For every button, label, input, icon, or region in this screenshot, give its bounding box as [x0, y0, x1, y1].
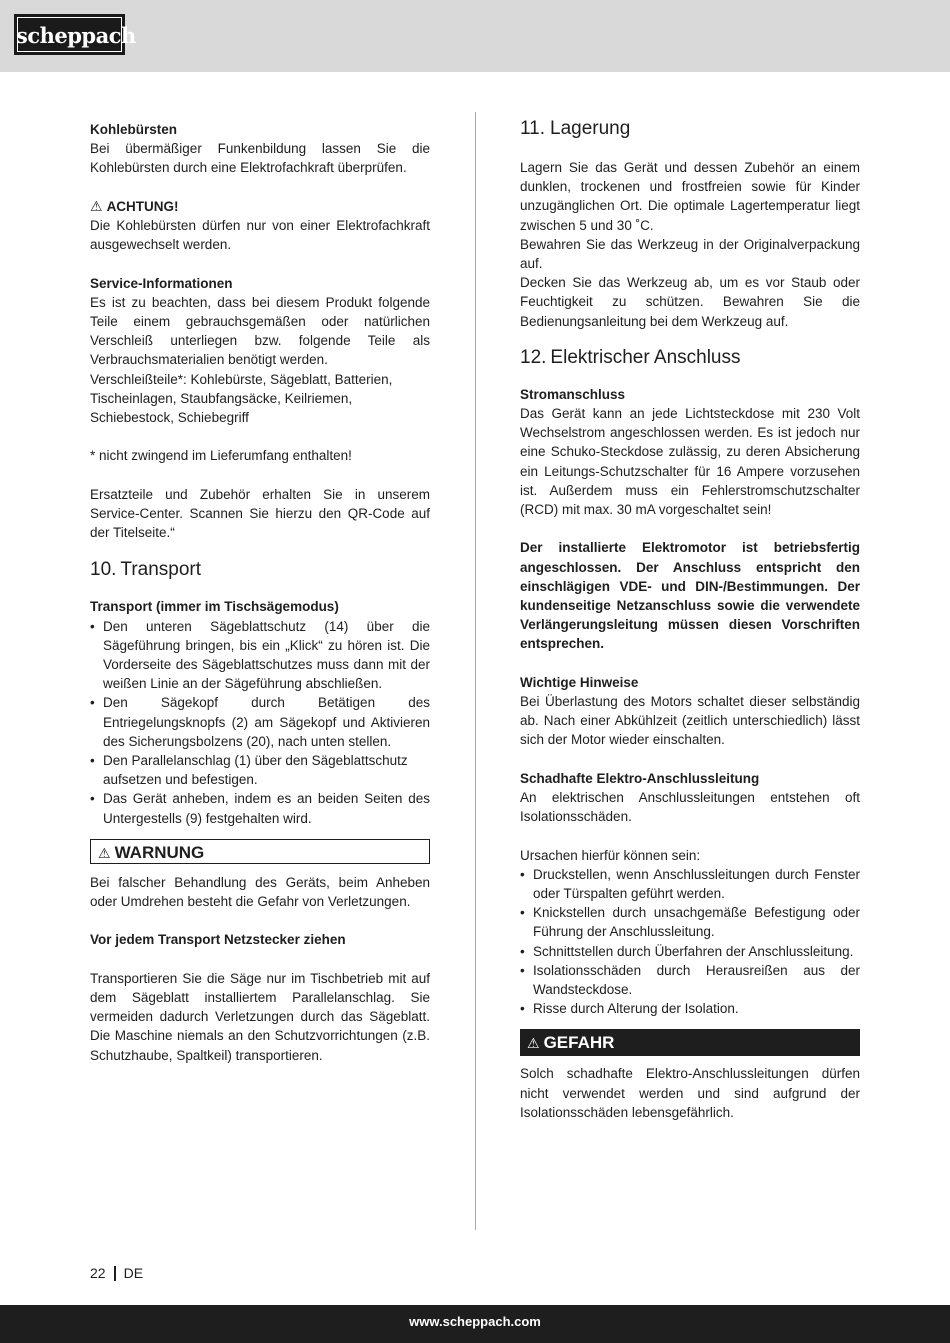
- power-connection-text: Das Gerät kann an jede Lichtsteckdose mit 230 Volt Wechselstrom angeschlossen werden. Es ist jedoch nur eine Schuko-Steckdose zulässig, zu deren Absicherung ein Leitungs-Schutzschalter für 16 Ampere vorzusehen ist. Außerdem muss ein Fehlerstromschutzschalter (RCD) mit max. 30 mA vorgeschaltet sein!: [520, 406, 860, 518]
- page-number: 22 DE: [90, 1265, 144, 1281]
- transport-list: [90, 617, 430, 828]
- warning-triangle-icon: ⚠: [90, 197, 103, 214]
- section-lagerung-heading: 11. Lagerung: [520, 118, 631, 139]
- unplug-heading: Vor jedem Transport Netzstecker ziehen: [90, 932, 346, 948]
- footnote: * nicht zwingend im Lieferumfang enthalten!: [90, 448, 352, 464]
- list-item: • Den Sägekopf durch Betätigen des Entriegelungsknopfs (2) am Sägekopf und Aktivieren des Sicherungsbolzens (20), nach unten stellen.: [90, 693, 430, 751]
- separator: [114, 1266, 116, 1281]
- right-column: [520, 117, 860, 1122]
- header-bar: [0, 0, 950, 72]
- kohle-text: Bei übermäßiger Funkenbildung lassen Sie die Kohlebürsten durch eine Elektrofachkraft überprüfen.: [90, 141, 430, 176]
- section-transport-heading: 10. Transport: [90, 559, 202, 581]
- spare-parts-text: Ersatzteile und Zubehör erhalten Sie in unserem Service-Center. Scannen Sie hierzu den QR-Code auf der Titelseite.“: [90, 486, 430, 541]
- list-item: • Den Parallelanschlag (1) über den Sägeblattschutz aufsetzen und befestigen.: [90, 751, 430, 789]
- power-connection-heading: Stromanschluss: [520, 386, 626, 402]
- list-item: • Knickstellen durch unsachgemäße Befestigung oder Führung der Anschlussleitung.: [520, 903, 860, 941]
- scheppach-logo: scheppach: [14, 14, 125, 55]
- storage-text: Lagern Sie das Gerät und dessen Zubehör an einem dunklen, trockenen und frostfreien sowie für Kinder unzugänglichen Ort. Die optimale Lagertemperatur liegt zwischen 5 und 30 ˚C.: [520, 160, 860, 233]
- service-heading: Service-Informationen: [90, 275, 233, 291]
- storage-text-3: Decken Sie das Werkzeug ab, um es vor Staub oder Feuchtigkeit zu schützen. Bewahren Sie die Bedienungsanleitung bei dem Werkzeug auf.: [520, 275, 860, 329]
- damaged-cable-heading: Schadhafte Elektro-Anschlussleitung: [520, 770, 760, 786]
- list-item: • Risse durch Alterung der Isolation.: [520, 999, 860, 1018]
- damaged-cable-text: An elektrischen Anschlussleitungen entstehen oft Isolationsschäden.: [520, 790, 860, 825]
- warning-text: Bei falscher Behandlung des Geräts, beim Anheben oder Umdrehen besteht die Gefahr von Verletzungen.: [90, 874, 430, 910]
- unplug-text: Transportieren Sie die Säge nur im Tischbetrieb mit auf dem Sägeblatt installiertem Parallelanschlag. Sie vermeiden dadurch Verletzungen durch das Sägeblatt. Die Maschine niemals an den Schutzvorrichtungen (z.B. Schutzhaube, Spaltkeil) transportieren.: [90, 970, 430, 1063]
- kohle-heading: Kohlebürsten: [90, 122, 178, 137]
- footer-bar: [0, 1305, 950, 1343]
- transport-subheading: Transport (immer im Tischsägemodus): [90, 599, 339, 615]
- list-item: • Druckstellen, wenn Anschlussleitungen durch Fenster oder Türspalten geführt werden.: [520, 865, 860, 903]
- danger-box: ⚠ GEFAHR: [520, 1029, 860, 1056]
- achtung-text: Die Kohlebürsten dürfen nur von einer Elektrofachkraft ausgewechselt werden.: [90, 218, 430, 253]
- causes-list: [520, 865, 860, 1019]
- motor-text: Der installierte Elektromotor ist betriebsfertig angeschlossen. Der Anschluss entspricht den einschlägigen VDE- und DIN-/Bestimmungen. Der kundenseitige Netzanschluss sowie die verwendete Verlängerungsleitung müssen diesen Vorschriften entsprechen.: [520, 540, 860, 652]
- achtung-heading: ⚠ ACHTUNG!: [90, 197, 179, 214]
- causes-intro: Ursachen hierfür können sein:: [520, 847, 701, 863]
- warning-triangle-icon: ⚠: [527, 1035, 540, 1052]
- notes-heading: Wichtige Hinweise: [520, 674, 639, 690]
- list-item: • Schnittstellen durch Überfahren der Anschlussleitung.: [520, 942, 860, 961]
- storage-text-2: Bewahren Sie das Werkzeug in der Originalverpackung auf.: [520, 236, 860, 272]
- list-item: • Das Gerät anheben, indem es an beiden Seiten des Untergestells (9) festgehalten wird.: [90, 789, 430, 827]
- notes-text: Bei Überlastung des Motors schaltet dieser selbständig ab. Nach einer Abkühlzeit (zeitlich unterschiedlich) lässt sich der Motor wieder einschalten.: [520, 694, 860, 748]
- warning-triangle-icon: ⚠: [98, 844, 111, 861]
- website-link[interactable]: www.scheppach.com: [409, 1314, 541, 1329]
- warning-box: ⚠ WARNUNG: [90, 839, 430, 864]
- left-column: [90, 120, 430, 1065]
- section-elektrisch-heading: 12. Elektrischer Anschluss: [520, 346, 741, 368]
- danger-text: Solch schadhafte Elektro-Anschlussleitungen dürfen nicht verwendet werden und sind aufgrund der Isolationsschäden lebensgefährlich.: [520, 1066, 860, 1120]
- service-text: Es ist zu beachten, dass bei diesem Produkt folgende Teile einem gebrauchsgemäßen oder natürlichen Verschleiß unterliegen bzw. folgende Teile als Verbrauchsmaterialien benötigt werden.: [90, 294, 430, 368]
- list-item: • Den unteren Sägeblattschutz (14) über die Sägeführung bringen, bis ein „Klick“ zu hören ist. Die Vorderseite des Sägeblattschutzes muss dann mit der weißen Linie an der Sägeführung abschließen.: [90, 617, 430, 694]
- wear-parts-text: Verschleißteile*: Kohlebürste, Sägeblatt, Batterien, Tischeinlagen, Staubfangsäcke, Keilriemen, Schiebestock, Schiebegriff: [90, 371, 393, 426]
- language-code: DE: [123, 1265, 144, 1281]
- list-item: • Isolationsschäden durch Herausreißen aus der Wandsteckdose.: [520, 961, 860, 999]
- column-divider: [475, 112, 476, 1230]
